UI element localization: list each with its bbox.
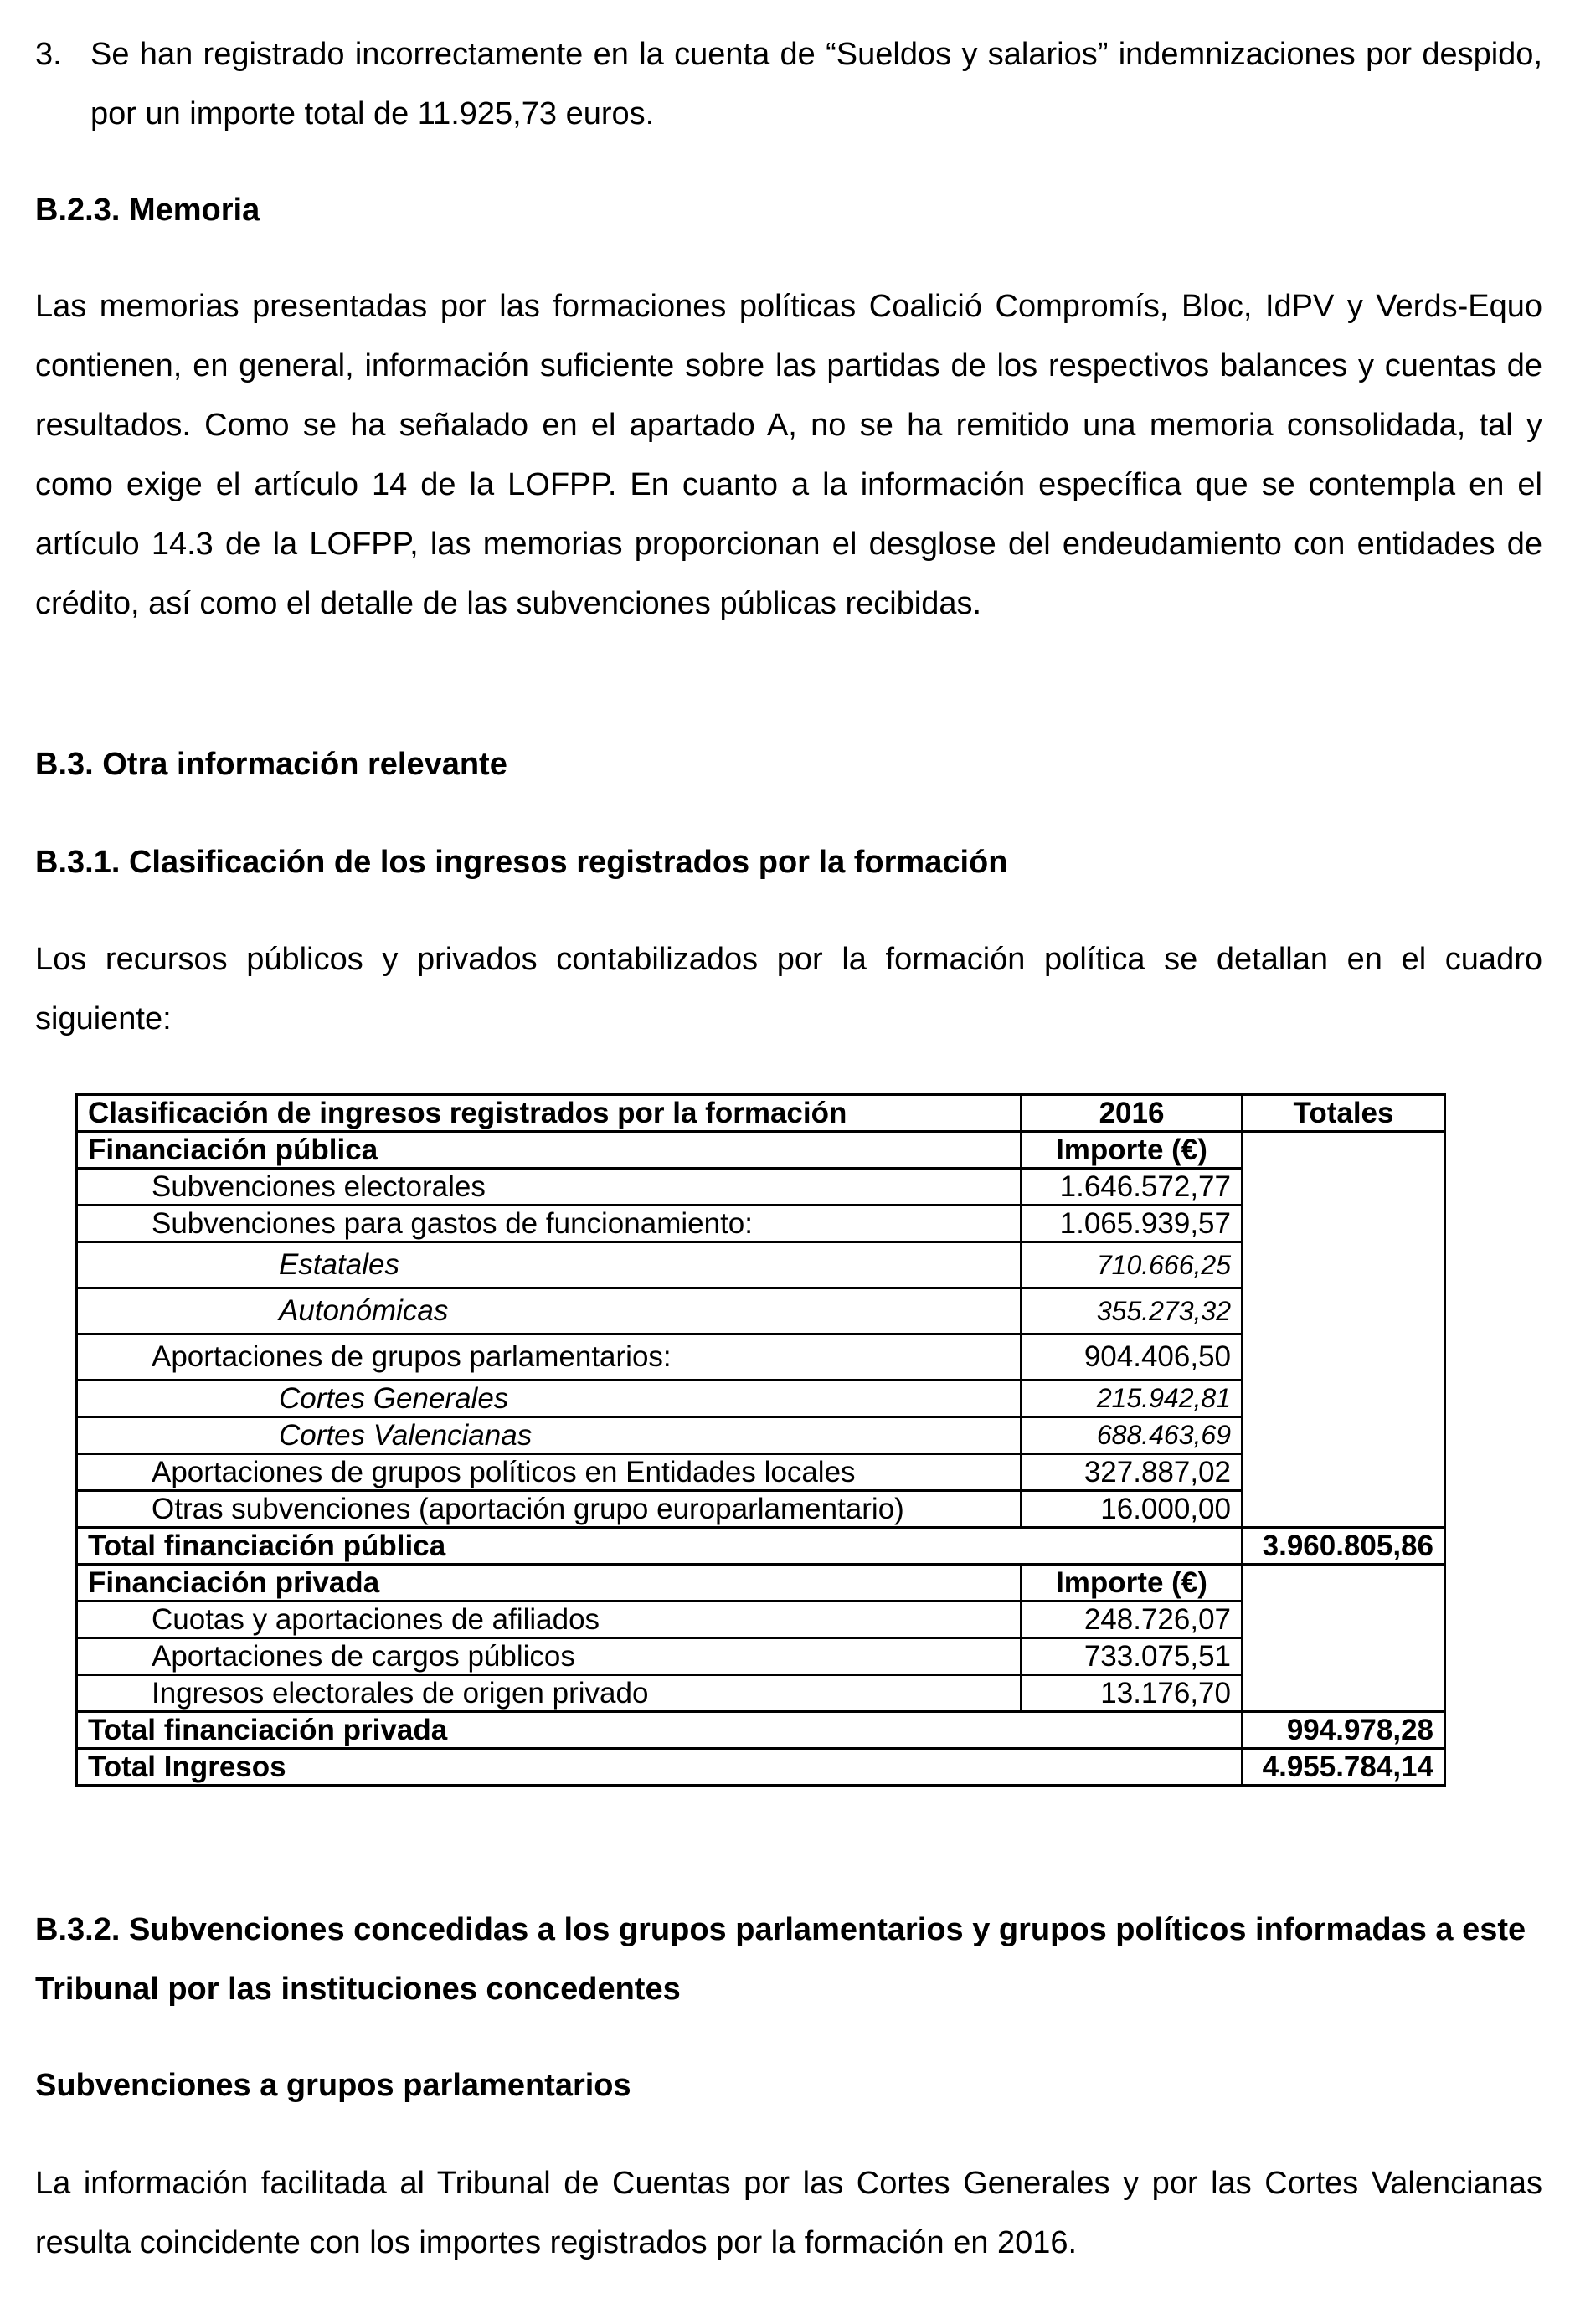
heading-clasificacion: B.3.1. Clasificación de los ingresos registrados por la formación xyxy=(35,845,1008,880)
total-ingresos-value: 4.955.784,14 xyxy=(1243,1749,1445,1786)
row-value: 248.726,07 xyxy=(1022,1602,1243,1638)
empty-cell xyxy=(1243,1565,1445,1602)
importe-label: Importe (€) xyxy=(1022,1132,1243,1169)
table-header-row xyxy=(77,1095,1445,1132)
list-number: 3. xyxy=(35,37,62,72)
row-value: 904.406,50 xyxy=(1022,1334,1243,1381)
list-item-text: Se han registrado incorrectamente en la cuenta de “Sueldos y salarios” indemnizaciones por despido, por un importe total de 11.925,73 euros. xyxy=(90,37,1542,131)
row-label: Cortes Valencianas xyxy=(77,1417,1022,1454)
row-label: Aportaciones de grupos políticos en Entidades locales xyxy=(77,1454,1022,1491)
list-item-3 xyxy=(35,25,1542,144)
total-privada-label: Total financiación privada xyxy=(77,1712,1243,1749)
table-row xyxy=(77,1288,1445,1334)
paragraph-grupos: La información facilitada al Tribunal de Cuentas por las Cortes Generales y por las Cortes Valencianas resulta coincidente con los importes registrados por la formación en 2016. xyxy=(35,2166,1542,2260)
header-clasificacion: Clasificación de ingresos registrados por la formación xyxy=(77,1095,1022,1132)
table-row-total-publica xyxy=(77,1528,1445,1565)
table-row xyxy=(77,1381,1445,1417)
table-row xyxy=(77,1602,1445,1638)
row-label: Aportaciones de cargos públicos xyxy=(77,1638,1022,1675)
empty-cell xyxy=(1243,1602,1445,1638)
row-value: 16.000,00 xyxy=(1022,1491,1243,1528)
row-value: 355.273,32 xyxy=(1022,1288,1243,1334)
row-value: 688.463,69 xyxy=(1022,1417,1243,1454)
empty-cell xyxy=(1243,1454,1445,1491)
heading-grupos-parlamentarios: Subvenciones a grupos parlamentarios xyxy=(35,2068,631,2103)
table-row xyxy=(77,1206,1445,1242)
table-row xyxy=(77,1675,1445,1712)
empty-cell xyxy=(1243,1169,1445,1206)
row-value: 733.075,51 xyxy=(1022,1638,1243,1675)
empty-cell xyxy=(1243,1675,1445,1712)
total-publica-label: Total financiación pública xyxy=(77,1528,1243,1565)
row-label: Subvenciones electorales xyxy=(77,1169,1022,1206)
table-row-grand-total xyxy=(77,1749,1445,1786)
row-label: Otras subvenciones (aportación grupo europarlamentario) xyxy=(77,1491,1022,1528)
header-year: 2016 xyxy=(1022,1095,1243,1132)
importe-label: Importe (€) xyxy=(1022,1565,1243,1602)
empty-cell xyxy=(1243,1491,1445,1528)
empty-cell xyxy=(1243,1288,1445,1334)
row-value: 13.176,70 xyxy=(1022,1675,1243,1712)
row-label: Cortes Generales xyxy=(77,1381,1022,1417)
heading-otra-informacion: B.3. Otra información relevante xyxy=(35,747,507,782)
row-label: Estatales xyxy=(77,1242,1022,1288)
row-value: 1.065.939,57 xyxy=(1022,1206,1243,1242)
empty-cell xyxy=(1243,1638,1445,1675)
section-title-publica: Financiación pública xyxy=(77,1132,1022,1169)
table-row xyxy=(77,1638,1445,1675)
table-row-publica-title xyxy=(77,1132,1445,1169)
heading-subvenciones: B.3.2. Subvenciones concedidas a los grupos parlamentarios y grupos políticos informadas a este Tribunal por las instituciones concedentes xyxy=(35,1912,1526,2007)
row-value: 327.887,02 xyxy=(1022,1454,1243,1491)
header-totales: Totales xyxy=(1243,1095,1445,1132)
table-row xyxy=(77,1242,1445,1288)
row-value: 1.646.572,77 xyxy=(1022,1169,1243,1206)
empty-cell xyxy=(1243,1206,1445,1242)
row-label: Cuotas y aportaciones de afiliados xyxy=(77,1602,1022,1638)
empty-cell xyxy=(1243,1242,1445,1288)
empty-cell xyxy=(1243,1417,1445,1454)
section-title-privada: Financiación privada xyxy=(77,1565,1022,1602)
table-row xyxy=(77,1169,1445,1206)
total-publica-value: 3.960.805,86 xyxy=(1243,1528,1445,1565)
table-row xyxy=(77,1334,1445,1381)
row-label: Ingresos electorales de origen privado xyxy=(77,1675,1022,1712)
paragraph-clasificacion: Los recursos públicos y privados contabilizados por la formación política se detallan en el cuadro siguiente: xyxy=(35,942,1542,1036)
table-row-privada-title xyxy=(77,1565,1445,1602)
empty-cell xyxy=(1243,1132,1445,1169)
row-value: 710.666,25 xyxy=(1022,1242,1243,1288)
empty-cell xyxy=(1243,1334,1445,1381)
total-ingresos-label: Total Ingresos xyxy=(77,1749,1243,1786)
paragraph-memoria: Las memorias presentadas por las formaciones políticas Coalició Compromís, Bloc, IdPV y Verds-Equo contienen, en general, información suficiente sobre las partidas de los respectivos balances y cuentas de resultados. Como se ha señalado en el apartado A, no se ha remitido una memoria consolidada, tal y como exige el artículo 14 de la LOFPP. En cuanto a la información específica que se contempla en el artículo 14.3 de la LOFPP, las memorias proporcionan el desglose del endeudamiento con entidades de crédito, así como el detalle de las subvenciones públicas recibidas. xyxy=(35,289,1542,621)
table-row-total-privada xyxy=(77,1712,1445,1749)
row-label: Subvenciones para gastos de funcionamiento: xyxy=(77,1206,1022,1242)
income-table xyxy=(75,1093,1446,1787)
table-row xyxy=(77,1454,1445,1491)
total-privada-value: 994.978,28 xyxy=(1243,1712,1445,1749)
table-row xyxy=(77,1417,1445,1454)
row-label: Autonómicas xyxy=(77,1288,1022,1334)
empty-cell xyxy=(1243,1381,1445,1417)
row-label: Aportaciones de grupos parlamentarios: xyxy=(77,1334,1022,1381)
row-value: 215.942,81 xyxy=(1022,1381,1243,1417)
heading-memoria: B.2.3. Memoria xyxy=(35,193,260,228)
table-row xyxy=(77,1491,1445,1528)
